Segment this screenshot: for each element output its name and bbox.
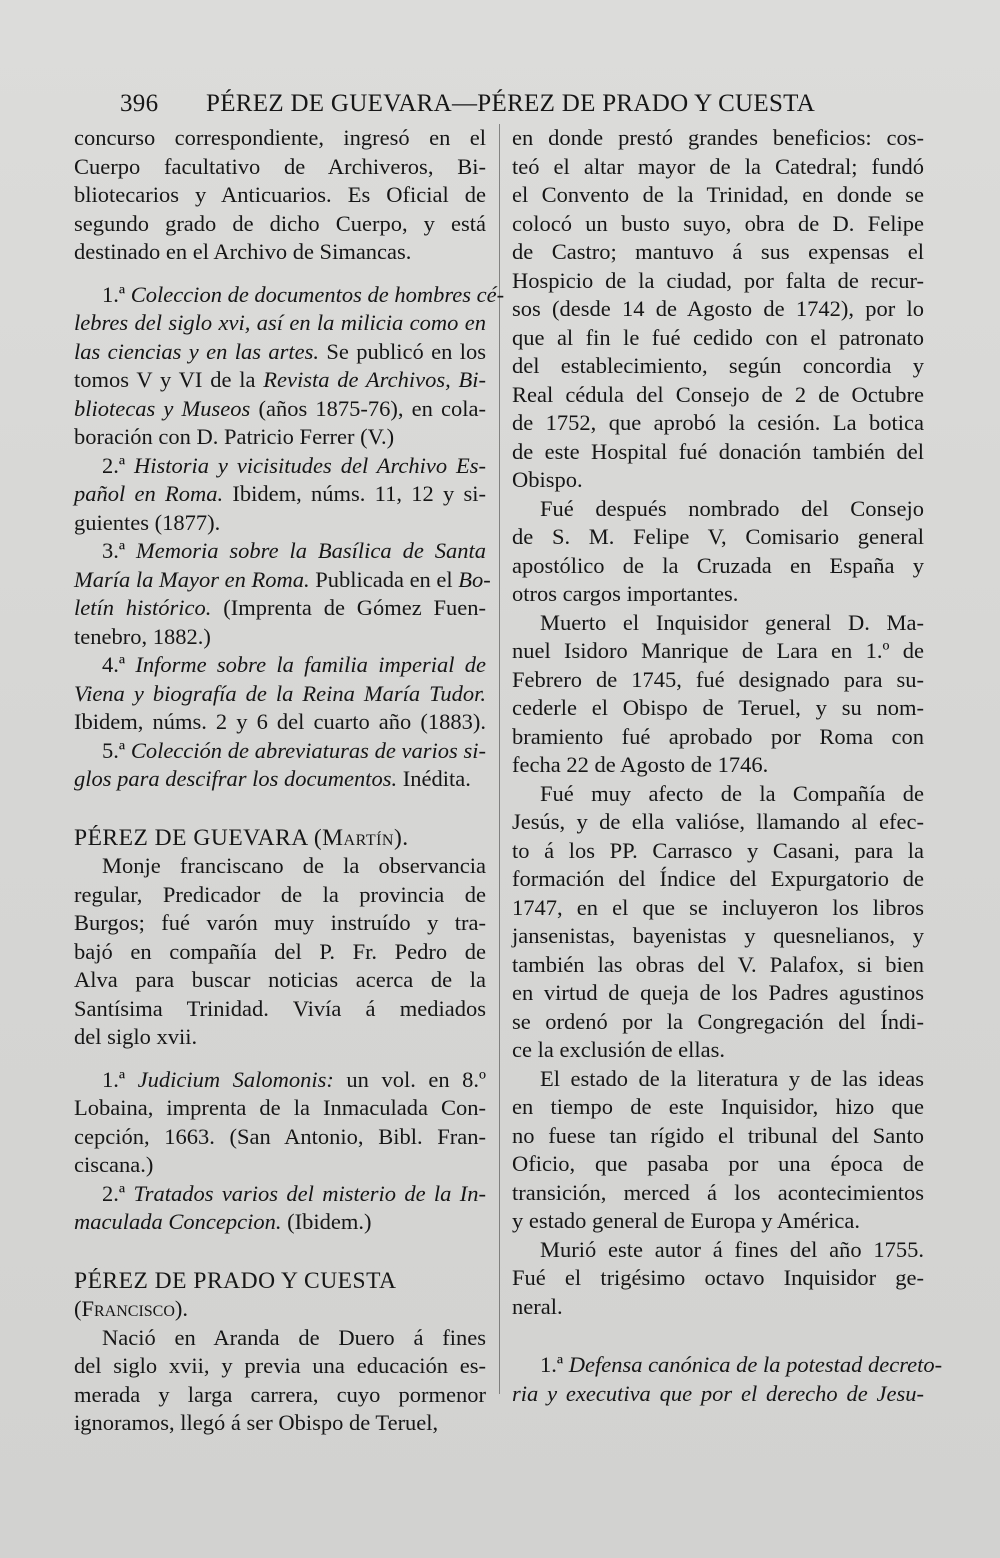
- work-line: [74, 509, 486, 538]
- work-number: 1.ª: [540, 1352, 569, 1377]
- text-line: to á los PP. Carrasco y Casani, para la: [512, 837, 924, 863]
- page-number: 396: [120, 90, 159, 117]
- text-line: en donde prestó grandes beneficios: cos-: [512, 125, 924, 150]
- work-number: 5.ª: [102, 737, 131, 763]
- work-number: 1.ª: [102, 281, 131, 307]
- text-line: de S. M. Felipe V, Comisario general: [512, 524, 924, 549]
- work-line: [74, 1066, 486, 1095]
- work-line: [74, 423, 486, 452]
- work-note: Inédita.: [397, 766, 471, 791]
- work-line: [74, 452, 486, 481]
- entry-heading-given: (Martín).: [313, 824, 409, 851]
- text-line: también las obras del V. Palafox, si bien: [512, 951, 924, 977]
- entry-heading-given: (Francisco).: [74, 1296, 189, 1321]
- work-note: boración con D. Patricio Ferrer (V.): [74, 424, 395, 449]
- work-note: (años 1875-76), en cola-: [250, 395, 486, 421]
- text-line: el Convento de la Trinidad, en donde se: [512, 182, 924, 207]
- work-note: cepción, 1663. (San Antonio, Bibl. Fran-: [74, 1123, 486, 1149]
- text-line: regular, Predicador de la provincia de: [74, 881, 486, 907]
- running-title: PÉREZ DE GUEVARA—PÉREZ DE PRADO Y CUESTA: [206, 90, 816, 117]
- work-line: [74, 1208, 486, 1237]
- work-title: Judicium Salomonis:: [137, 1066, 334, 1092]
- work-note: guientes (1877).: [74, 509, 221, 535]
- work-number: 2.ª: [102, 1180, 134, 1206]
- work-line: [74, 765, 486, 794]
- work-line: [74, 1123, 486, 1152]
- work-title: Defensa canónica de la potestad decreto-: [568, 1352, 943, 1377]
- text-line: 1747, en el que se incluyeron los libros: [512, 894, 924, 920]
- text-line: bajó en compañía del P. Fr. Pedro de: [74, 938, 486, 964]
- spacer: [74, 794, 486, 824]
- spacer: [74, 1052, 486, 1066]
- work-title: Bo-: [458, 566, 491, 592]
- text-line: sos (desde 14 de Agosto de 1742), por lo: [512, 296, 924, 321]
- text-line: Febrero de 1745, fué designado para su-: [512, 666, 924, 692]
- work-title: letín histórico.: [74, 595, 212, 620]
- text-line: en virtud de queja de los Padres agustinos: [512, 980, 924, 1005]
- entry-heading-francisco: PÉREZ DE PRADO Y CUESTA: [74, 1267, 397, 1294]
- column-divider: [499, 124, 500, 1394]
- text-line: El estado de la literatura y de las ideas: [540, 1065, 924, 1091]
- text-line: que al fin le fué cedido con el patronato: [512, 324, 924, 350]
- work-note: ciscana.): [74, 1152, 154, 1177]
- text-line: Alva para buscar noticias acerca de la: [74, 967, 486, 992]
- text-line: Fué después nombrado del Consejo: [540, 495, 924, 521]
- text-line: Hospicio de la ciudad, por falta de recur-: [512, 267, 924, 293]
- work-line: [512, 1380, 924, 1409]
- work-line: [74, 737, 486, 766]
- text-line: bramiento fué aprobado por Roma con: [512, 723, 924, 749]
- work-line: [74, 537, 486, 566]
- text-line: no fuese tan rígido el tribunal del Santo: [512, 1122, 924, 1148]
- running-header: [120, 84, 840, 124]
- text-line: destinado en el Archivo de Simancas.: [74, 239, 412, 264]
- work-line: [74, 395, 486, 424]
- text-line: concurso correspondiente, ingresó en el: [74, 125, 486, 150]
- work-note: Lobaina, imprenta de la Inmaculada Con-: [74, 1095, 486, 1120]
- text-line: nuel Isidoro Manrique de Lara en 1.º de: [512, 638, 924, 663]
- work-line: [74, 309, 486, 338]
- work-number: 2.ª: [102, 452, 134, 478]
- spacer: [74, 1237, 486, 1267]
- text-line: del siglo xvii, y previa una educación es-: [74, 1353, 486, 1378]
- work-line: [74, 680, 486, 709]
- right-column: [512, 124, 943, 1408]
- text-line: ce la exclusión de ellas.: [512, 1037, 726, 1062]
- work-title: Revista de Archivos, Bi-: [263, 367, 486, 392]
- text-line: de 1752, que aprobó la cesión. La botica: [512, 410, 924, 435]
- text-line: Oficio, que pasaba por una época de: [512, 1151, 924, 1176]
- text-line: Obispo.: [512, 467, 583, 492]
- work-note: tomos V y VI de la: [74, 367, 264, 392]
- work-line: [74, 623, 486, 652]
- text-line: Real cédula del Consejo de 2 de Octubre: [512, 381, 924, 407]
- text-line: cederle el Obispo de Teruel, y su nom-: [512, 695, 924, 720]
- text-line: Muerto el Inquisidor general D. Ma-: [540, 609, 924, 635]
- text-line: de este Hospital fué donación también del: [512, 438, 924, 464]
- work-line: [74, 566, 491, 595]
- text-line: Jesús, y de ella valióse, llamando al efec-: [512, 809, 924, 834]
- work-note: Ibidem, núms. 2 y 6 del cuarto año (1883).: [74, 709, 486, 734]
- work-line: [74, 1094, 486, 1123]
- text-line: del siglo xvii.: [74, 1024, 198, 1049]
- work-note: tenebro, 1882.): [74, 623, 211, 649]
- text-line: en tiempo de este Inquisidor, hizo que: [512, 1094, 924, 1119]
- work-line: [74, 338, 486, 367]
- work-number: 1.ª: [102, 1066, 138, 1092]
- work-line: [74, 1180, 486, 1209]
- left-column: [74, 124, 505, 1438]
- text-line: Burgos; fué varón muy instruído y tra-: [74, 910, 486, 935]
- work-title: Viena y biografía de la Reina María Tudor.: [74, 680, 486, 706]
- text-line: neral.: [512, 1293, 563, 1319]
- work-title: pañol en Roma.: [74, 481, 224, 506]
- work-line: [74, 594, 486, 623]
- text-line: apostólico de la Cruzada en España y: [512, 552, 924, 578]
- work-note: Se publicó en los: [318, 338, 486, 364]
- work-line: [74, 1151, 486, 1180]
- work-line: [74, 708, 486, 737]
- text-line: bliotecarios y Anticuarios. Es Oficial de: [74, 182, 486, 207]
- work-note: (Imprenta de Gómez Fuen-: [211, 595, 487, 620]
- text-line: Cuerpo facultativo de Archiveros, Bi-: [74, 153, 486, 179]
- text-line: formación del Índice del Expurgatorio de: [512, 866, 924, 891]
- text-line: transición, merced á los acontecimientos: [512, 1179, 924, 1205]
- work-line: [74, 366, 486, 395]
- text-line: Monje franciscano de la observancia: [102, 853, 486, 878]
- work-title: bliotecas y Museos: [74, 395, 251, 421]
- work-title: lebres del siglo xvi, así en la milicia como en: [74, 310, 486, 335]
- text-line: del establecimiento, según concordia y: [512, 353, 924, 378]
- work-title: Informe sobre la familia imperial de: [135, 652, 486, 677]
- text-line: ignoramos, llegó á ser Obispo de Teruel,: [74, 1410, 439, 1435]
- text-line: Fué el trigésimo octavo Inquisidor ge-: [512, 1265, 924, 1290]
- text-line: otros cargos importantes.: [512, 581, 739, 606]
- work-note: (Ibidem.): [281, 1209, 372, 1234]
- text-line: y estado general de Europa y América.: [512, 1208, 860, 1233]
- text-line: jansenistas, bayenistas y quesnelianos, y: [512, 923, 924, 948]
- text-line: Nació en Aranda de Duero á fines: [102, 1324, 486, 1350]
- work-line: [74, 281, 505, 310]
- work-title: maculada Concepcion.: [74, 1209, 282, 1234]
- text-line: Fué muy afecto de la Compañía de: [540, 780, 924, 806]
- text-line: se ordenó por la Congregación del Índi-: [512, 1008, 924, 1034]
- work-title: Memoria sobre la Basílica de Santa: [136, 538, 486, 563]
- work-note: Ibidem, núms. 11, 12 y si-: [223, 481, 487, 506]
- text-line: de Castro; mantuvo á sus expensas el: [512, 239, 924, 264]
- work-note: un vol. en 8.º: [333, 1066, 486, 1092]
- entry-heading-martin: [74, 824, 486, 853]
- work-title: Tratados varios del misterio de la In-: [133, 1180, 486, 1206]
- work-title: Colección de abreviaturas de varios si-: [130, 737, 486, 763]
- work-line: [512, 1351, 943, 1380]
- text-line: Santísima Trinidad. Vivía á mediados: [74, 995, 486, 1021]
- work-title: ria y executiva que por el derecho de Jesu-: [512, 1380, 924, 1406]
- work-title: glos para descifrar los documentos.: [74, 766, 398, 791]
- text-line: merada y larga carrera, cuyo pormenor: [74, 1381, 486, 1407]
- work-title: Coleccion de documentos de hombres cé-: [130, 281, 505, 307]
- text-line: fecha 22 de Agosto de 1746.: [512, 752, 769, 777]
- text-line: colocó un busto suyo, obra de D. Felipe: [512, 210, 924, 236]
- text-line: teó el altar mayor de la Catedral; fundó: [512, 153, 924, 179]
- work-note: Publicada en el: [309, 566, 459, 592]
- entry-heading-name: PÉREZ DE GUEVARA: [74, 824, 314, 851]
- work-line: [74, 651, 486, 680]
- work-number: 4.ª: [102, 652, 136, 677]
- work-title: las ciencias y en las artes.: [74, 338, 319, 364]
- spacer: [512, 1321, 924, 1351]
- text-line: Murió este autor á fines del año 1755.: [540, 1236, 924, 1262]
- work-line: [74, 480, 486, 509]
- spacer: [74, 267, 486, 281]
- text-line: segundo grado de dicho Cuerpo, y está: [74, 210, 486, 236]
- work-title: Historia y vicisitudes del Archivo Es-: [134, 452, 486, 478]
- work-number: 3.ª: [102, 538, 137, 563]
- work-title: María la Mayor en Roma.: [74, 566, 310, 592]
